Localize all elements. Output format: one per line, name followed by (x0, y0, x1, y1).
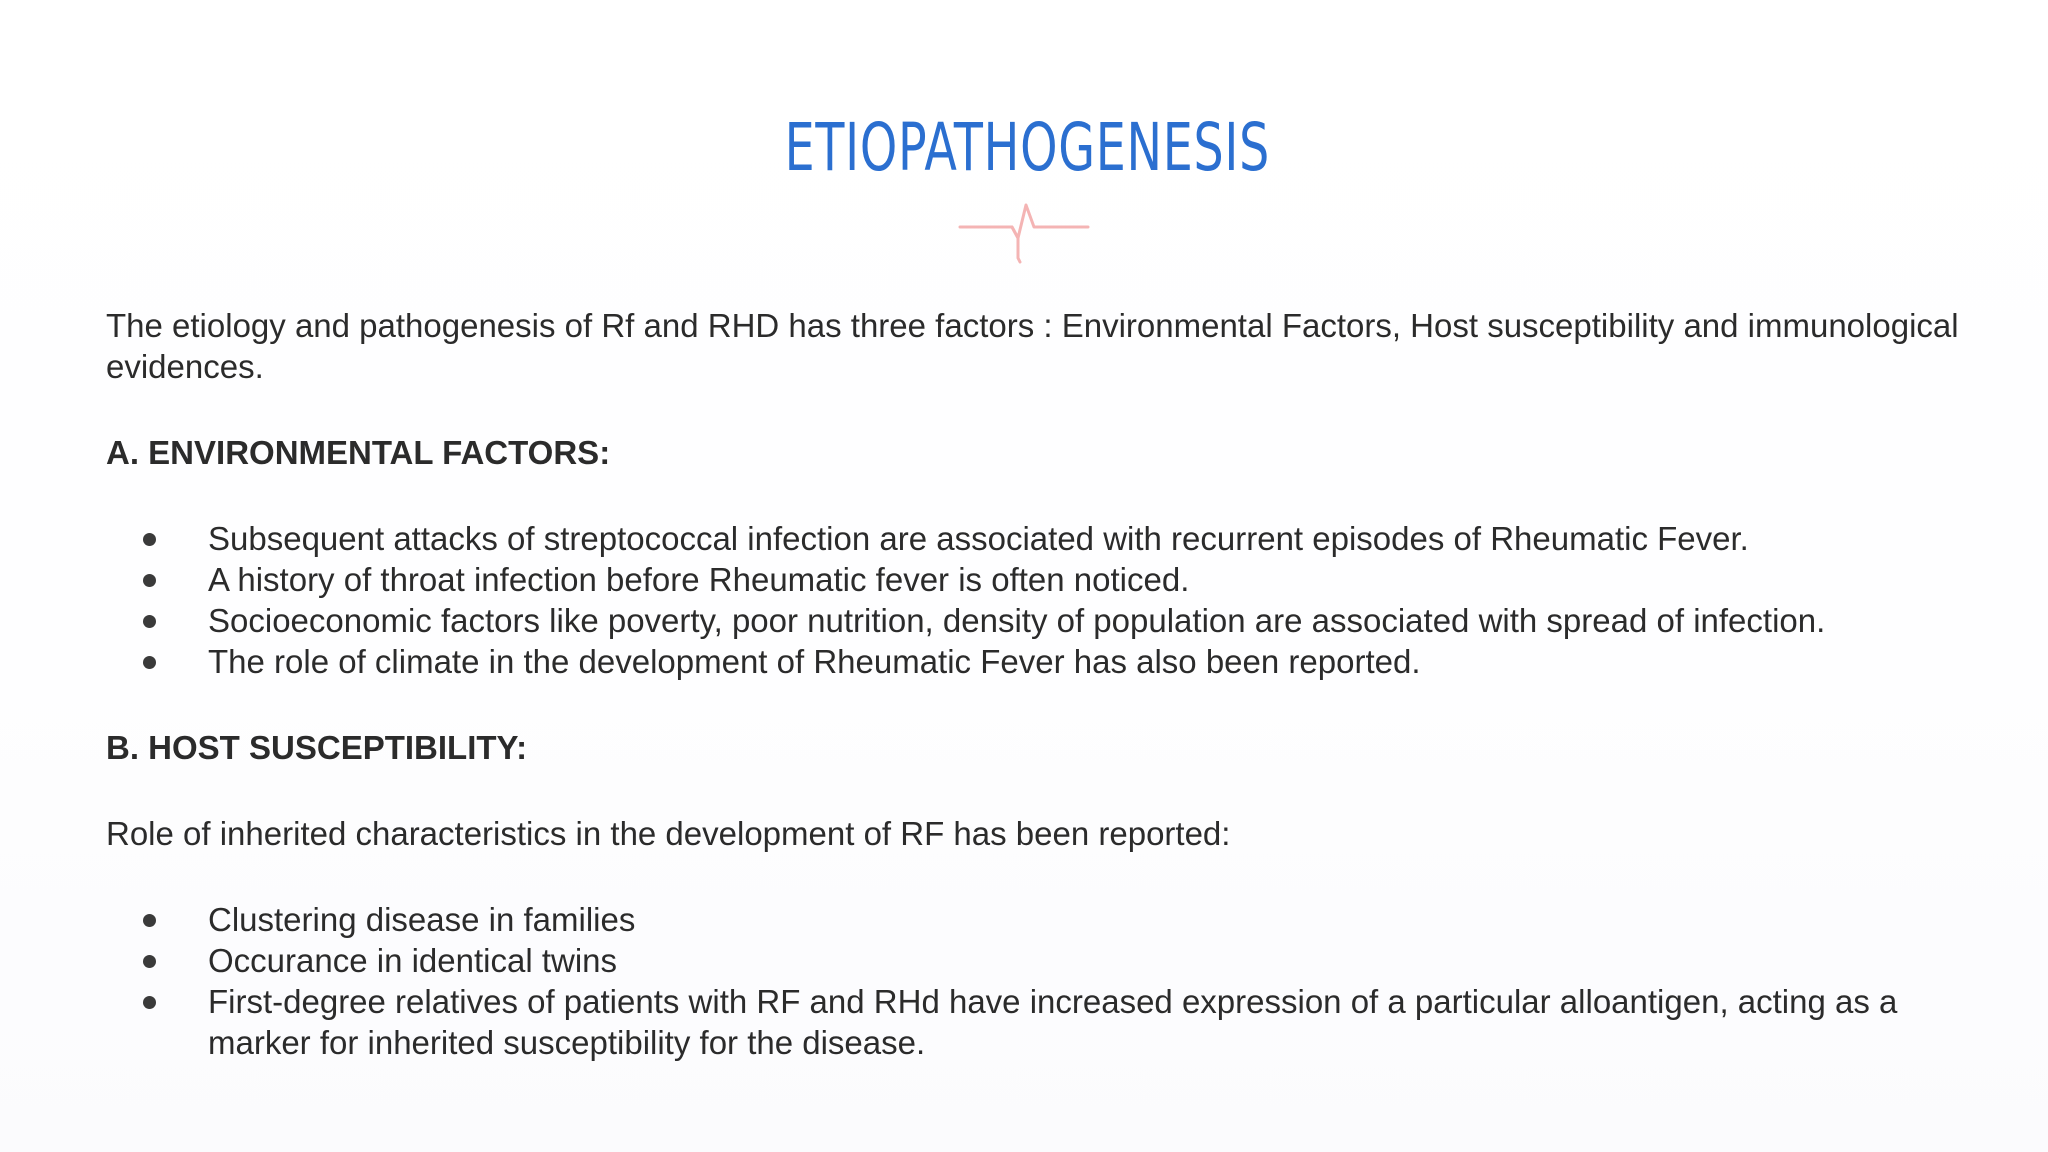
list-item-text: Clustering disease in families (208, 901, 636, 938)
section-a-heading: A. ENVIRONMENTAL FACTORS: (106, 434, 611, 471)
bullet-icon (143, 996, 156, 1009)
slide-body (106, 305, 1986, 1063)
section-a-bullet-list (106, 518, 1986, 682)
list-item-text: Subsequent attacks of streptococcal infection are associated with recurrent episodes of Rheumatic Fever. (208, 520, 1749, 557)
bullet-icon (143, 574, 156, 587)
list-item (106, 940, 1986, 981)
section-b-intro: Role of inherited characteristics in the development of RF has been reported: (106, 815, 1231, 852)
list-item (106, 641, 1986, 682)
list-item (106, 981, 1986, 1063)
list-item (106, 600, 1986, 641)
bullet-icon (143, 955, 156, 968)
list-item (106, 518, 1986, 559)
intro-paragraph: The etiology and pathogenesis of Rf and RHD has three factors : Environmental Factors, Host susceptibility and immunological evidences. (106, 307, 1959, 385)
bullet-icon (143, 656, 156, 669)
list-item (106, 899, 1986, 940)
list-item-text: Socioeconomic factors like poverty, poor nutrition, density of population are associated with spread of infection. (208, 602, 1826, 639)
bullet-icon (143, 533, 156, 546)
bullet-icon (143, 615, 156, 628)
list-item-text: The role of climate in the development of Rheumatic Fever has also been reported. (208, 643, 1421, 680)
list-item-text: First-degree relatives of patients with RF and RHd have increased expression of a particular alloantigen, acting as a marker for inherited susceptibility for the disease. (208, 983, 1898, 1061)
heartbeat-line-icon (958, 200, 1090, 266)
list-item-text: Occurance in identical twins (208, 942, 618, 979)
list-item (106, 559, 1986, 600)
section-b-heading: B. HOST SUSCEPTIBILITY: (106, 729, 528, 766)
bullet-icon (143, 914, 156, 927)
slide-title: ETIOPATHOGENESIS (784, 109, 1271, 186)
list-item-text: A history of throat infection before Rheumatic fever is often noticed. (208, 561, 1190, 598)
section-b-bullet-list (106, 899, 1986, 1063)
